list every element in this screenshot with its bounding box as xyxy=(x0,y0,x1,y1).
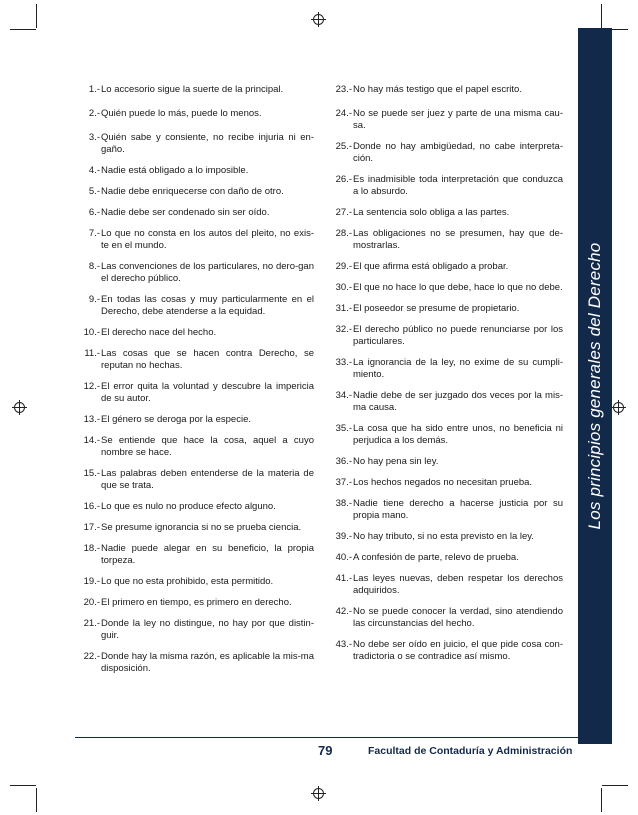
registration-mark-icon xyxy=(14,402,25,413)
footer-divider xyxy=(75,737,580,738)
item-number: 30.- xyxy=(335,282,352,293)
item-text: Las cosas que se hacen contra Derecho, se reputan no hechas. xyxy=(101,348,314,371)
item-text: El que afirma está obligado a probar. xyxy=(353,261,509,272)
item-text: Las obligaciones no se presumen, hay que de-mostrarlas. xyxy=(353,228,563,251)
registration-mark-icon xyxy=(313,14,324,25)
item-text: No se puede ser juez y parte de una misma cau-sa. xyxy=(353,108,563,131)
item-number: 21.- xyxy=(83,618,100,629)
item-text: La ignorancia de la ley, no exime de su cumpli-miento. xyxy=(353,357,563,380)
item-number: 32.- xyxy=(335,324,352,335)
item-number: 40.- xyxy=(335,552,352,563)
list-item xyxy=(330,573,563,597)
item-text: Nadie debe ser condenado sin ser oído. xyxy=(101,207,270,218)
item-number: 1.- xyxy=(88,84,100,95)
item-text: La cosa que ha sido entre unos, no beneficia ni perjudica a los demás. xyxy=(353,423,563,446)
item-text: Los hechos negados no necesitan prueba. xyxy=(353,477,533,488)
item-text: Quién puede lo más, puede lo menos. xyxy=(101,108,262,119)
list-item xyxy=(330,606,563,630)
item-text: Nadie debe enriquecerse con daño de otro. xyxy=(101,186,284,197)
list-item xyxy=(78,501,314,513)
item-text: La sentencia solo obliga a las partes. xyxy=(353,207,510,218)
item-number: 34.- xyxy=(335,390,352,401)
list-item xyxy=(78,522,314,534)
crop-mark xyxy=(602,785,628,786)
item-text: Nadie puede alegar en su beneficio, la propia torpeza. xyxy=(101,543,314,566)
item-number: 10.- xyxy=(83,327,100,338)
list-item xyxy=(330,324,563,348)
item-text: Nadie está obligado a lo imposible. xyxy=(101,165,249,176)
list-item xyxy=(78,108,314,120)
crop-mark xyxy=(601,788,602,812)
item-text: Donde la ley no distingue, no hay por que distin-guir. xyxy=(101,618,314,641)
list-item xyxy=(330,456,563,468)
list-item xyxy=(78,327,314,339)
list-item xyxy=(330,282,563,294)
item-number: 17.- xyxy=(83,522,100,533)
item-text: Se presume ignorancia si no se prueba ciencia. xyxy=(101,522,302,533)
crop-mark xyxy=(36,4,37,28)
crop-mark xyxy=(601,4,602,28)
item-text: El que no hace lo que debe, hace lo que no debe. xyxy=(353,282,563,293)
item-number: 4.- xyxy=(88,165,100,176)
item-number: 9.- xyxy=(88,294,100,305)
list-item xyxy=(330,141,563,165)
crop-mark xyxy=(36,788,37,812)
item-text: Las convenciones de los particulares, no dero-gan el derecho público. xyxy=(101,261,314,284)
crop-mark xyxy=(10,785,36,786)
item-text: Quién sabe y consiente, no recibe injuria ni en-gaño. xyxy=(101,132,314,155)
list-item xyxy=(330,84,563,96)
item-text: El derecho público no puede renunciarse por los particulares. xyxy=(353,324,563,347)
item-number: 36.- xyxy=(335,456,352,467)
item-number: 12.- xyxy=(83,381,100,392)
item-text: Es inadmisible toda interpretación que conduzca a lo absurdo. xyxy=(353,174,563,197)
list-item xyxy=(78,348,314,372)
item-text: Se entiende que hace la cosa, aquel a cuyo nombre se hace. xyxy=(101,435,314,458)
list-item xyxy=(78,294,314,318)
item-text: No hay tributo, si no esta previsto en la ley. xyxy=(353,531,534,542)
item-number: 35.- xyxy=(335,423,352,434)
item-number: 26.- xyxy=(335,174,352,185)
list-item xyxy=(330,531,563,543)
list-item xyxy=(330,108,563,132)
list-item xyxy=(330,303,563,315)
item-text: Lo accesorio sigue la suerte de la principal. xyxy=(101,84,284,95)
list-item xyxy=(78,84,314,96)
item-text: Lo que no consta en los autos del pleito, no exis-te en el mundo. xyxy=(101,228,314,251)
list-item xyxy=(330,174,563,198)
list-item xyxy=(330,261,563,273)
list-item xyxy=(78,381,314,405)
item-number: 14.- xyxy=(83,435,100,446)
item-number: 24.- xyxy=(335,108,352,119)
list-item xyxy=(330,357,563,381)
sidebar-band xyxy=(578,28,612,744)
item-number: 3.- xyxy=(88,132,100,143)
item-number: 6.- xyxy=(88,207,100,218)
item-text: No debe ser oído en juicio, el que pide cosa con-tradictoria o se contradice así mismo. xyxy=(353,639,563,662)
list-item xyxy=(78,132,314,156)
item-number: 27.- xyxy=(335,207,352,218)
principles-list-right xyxy=(330,84,563,663)
item-text: Lo que no esta prohibido, esta permitido. xyxy=(101,576,274,587)
item-number: 16.- xyxy=(83,501,100,512)
item-text: El derecho nace del hecho. xyxy=(101,327,217,338)
item-text: No hay pena sin ley. xyxy=(353,456,439,467)
list-item xyxy=(78,618,314,642)
item-number: 7.- xyxy=(88,228,100,239)
item-number: 15.- xyxy=(83,468,100,479)
page-number: 79 xyxy=(318,743,333,758)
item-number: 43.- xyxy=(335,639,352,650)
list-item xyxy=(330,207,563,219)
item-text: En todas las cosas y muy particularmente en el Derecho, debe atenderse a la equidad. xyxy=(101,294,314,317)
sidebar-title: Los principios generales del Derecho xyxy=(585,242,604,530)
item-number: 25.- xyxy=(335,141,352,152)
list-item xyxy=(78,435,314,459)
list-item xyxy=(330,228,563,252)
registration-mark-icon xyxy=(313,788,324,799)
item-text: Donde hay la misma razón, es aplicable la mis-ma disposición. xyxy=(101,651,314,674)
list-item xyxy=(78,414,314,426)
item-text: El género se deroga por la especie. xyxy=(101,414,251,425)
list-item xyxy=(330,390,563,414)
item-text: No se puede conocer la verdad, sino atendiendo las circunstancias del hecho. xyxy=(353,606,563,629)
principles-list-left xyxy=(78,84,314,675)
item-number: 22.- xyxy=(83,651,100,662)
list-item xyxy=(78,651,314,675)
item-number: 41.- xyxy=(335,573,352,584)
item-number: 2.- xyxy=(88,108,100,119)
list-item xyxy=(78,186,314,198)
item-number: 39.- xyxy=(335,531,352,542)
item-text: Las leyes nuevas, deben respetar los derechos adquiridos. xyxy=(353,573,563,596)
item-number: 33.- xyxy=(335,357,352,368)
list-item xyxy=(330,639,563,663)
item-number: 28.- xyxy=(335,228,352,239)
list-item xyxy=(78,165,314,177)
item-number: 11.- xyxy=(84,348,100,359)
item-number: 13.- xyxy=(83,414,100,425)
item-number: 23.- xyxy=(335,84,352,95)
registration-mark-icon xyxy=(613,402,624,413)
item-number: 20.- xyxy=(83,597,100,608)
item-text: Nadie debe de ser juzgado dos veces por la mis-ma causa. xyxy=(353,390,563,413)
list-item xyxy=(330,498,563,522)
item-number: 31.- xyxy=(335,303,352,314)
item-text: Las palabras deben entenderse de la materia de que se trata. xyxy=(101,468,314,491)
item-text: No hay más testigo que el papel escrito. xyxy=(353,84,522,95)
list-item xyxy=(78,576,314,588)
item-text: El poseedor se presume de propietario. xyxy=(353,303,520,314)
item-text: A confesión de parte, relevo de prueba. xyxy=(353,552,519,563)
item-number: 38.- xyxy=(335,498,352,509)
item-number: 19.- xyxy=(83,576,100,587)
list-item xyxy=(330,552,563,564)
item-number: 42.- xyxy=(335,606,352,617)
item-number: 8.- xyxy=(88,261,100,272)
list-item xyxy=(78,228,314,252)
item-number: 37.- xyxy=(335,477,352,488)
list-item xyxy=(330,423,563,447)
list-item xyxy=(78,597,314,609)
list-item xyxy=(78,261,314,285)
item-text: El primero en tiempo, es primero en derecho. xyxy=(101,597,292,608)
item-number: 18.- xyxy=(83,543,100,554)
item-number: 5.- xyxy=(88,186,100,197)
list-item xyxy=(330,477,563,489)
list-item xyxy=(78,207,314,219)
crop-mark xyxy=(10,29,36,30)
list-item xyxy=(78,543,314,567)
item-text: Nadie tiene derecho a hacerse justicia por su propia mano. xyxy=(353,498,563,521)
list-item xyxy=(78,468,314,492)
item-number: 29.- xyxy=(335,261,352,272)
item-text: Lo que es nulo no produce efecto alguno. xyxy=(101,501,276,512)
footer-faculty: Facultad de Contaduría y Administración xyxy=(368,745,573,757)
item-text: Donde no hay ambigüedad, no cabe interpreta-ción. xyxy=(353,141,563,164)
item-text: El error quita la voluntad y descubre la impericia de su autor. xyxy=(101,381,314,404)
